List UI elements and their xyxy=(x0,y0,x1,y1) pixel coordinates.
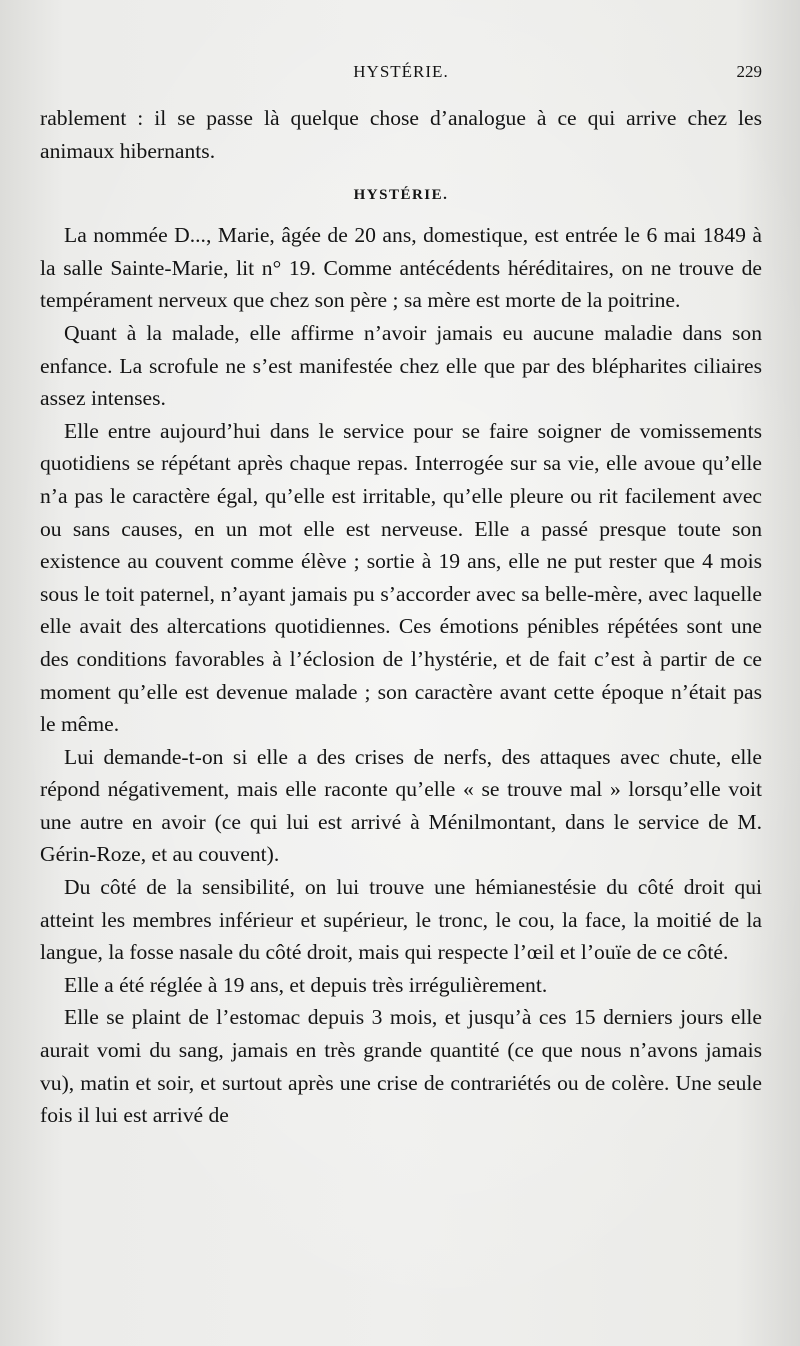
paragraph-menstruation: Elle a été réglée à 19 ans, et depuis très irrégulièrement. xyxy=(64,972,548,997)
running-title: HYSTÉRIE. xyxy=(353,62,449,81)
lead-paragraph: rablement : il se passe là quelque chose d’analogue à ce qui arrive chez les animaux hibernants. xyxy=(40,106,762,163)
page-header xyxy=(40,62,762,88)
paragraph-crises: Lui demande-t-on si elle a des crises de nerfs, des attaques avec chute, elle répond négativement, mais elle raconte qu’elle « se trouve mal » lorsqu’elle voit une autre en avoir (ce qui lui est arrivé à Ménilmontant, dans le service de M. Gérin-Roze, et au couvent). xyxy=(40,744,762,867)
paragraph-admission: Elle entre aujourd’hui dans le service pour se faire soigner de vomissements quotidiens se répétant après chaque repas. Interrogée sur sa vie, elle avoue qu’elle n’a pas le caractère égal, qu’elle est irritable, qu’elle pleure ou rit facilement avec ou sans causes, en un mot elle est nerveuse. Elle a passé presque toute son existence au couvent comme élève ; sortie à 19 ans, elle ne put rester que 4 mois sous le toit paternel, n’ayant jamais pu s’accorder avec sa belle-mère, avec laquelle elle avait des altercations quotidiennes. Ces émotions pénibles répétées sont une des conditions favorables à l’éclosion de l’hystérie, et de fait c’est à partir de ce moment qu’elle est devenue malade ; son caractère avant cette époque n’était pas le même. xyxy=(40,418,762,737)
paragraph-childhood: Quant à la malade, elle affirme n’avoir jamais eu aucune maladie dans son enfance. La scrofule ne s’est manifestée chez elle que par des blépharites ciliaires assez intenses. xyxy=(40,320,762,411)
section-heading: HYSTÉRIE. xyxy=(353,187,449,204)
paragraph-stomach: Elle se plaint de l’estomac depuis 3 mois, et jusqu’à ces 15 derniers jours elle aurait vomi du sang, jamais en très grande quantité (ce que nous n’avons jamais vu), matin et soir, et surtout après une crise de contrariétés ou de colère. Une seule fois il lui est arrivé de xyxy=(40,1005,762,1128)
paragraph-patient-intro: La nommée D..., Marie, âgée de 20 ans, domestique, est entrée le 6 mai 1849 à la salle Sainte-Marie, lit n° 19. Comme antécédents héréditaires, on ne trouve de tempérament nerveux que chez son père ; sa mère est morte de la poitrine. xyxy=(40,223,762,313)
page-number: 229 xyxy=(736,62,762,81)
page-body xyxy=(40,102,762,1132)
paragraph-sensibility: Du côté de la sensibilité, on lui trouve une hémianestésie du côté droit qui atteint les membres inférieur et supérieur, le tronc, le cou, la face, la moitié de la langue, la fosse nasale du côté droit, mais qui respecte l’œil et l’ouïe de ce côté. xyxy=(40,875,762,965)
